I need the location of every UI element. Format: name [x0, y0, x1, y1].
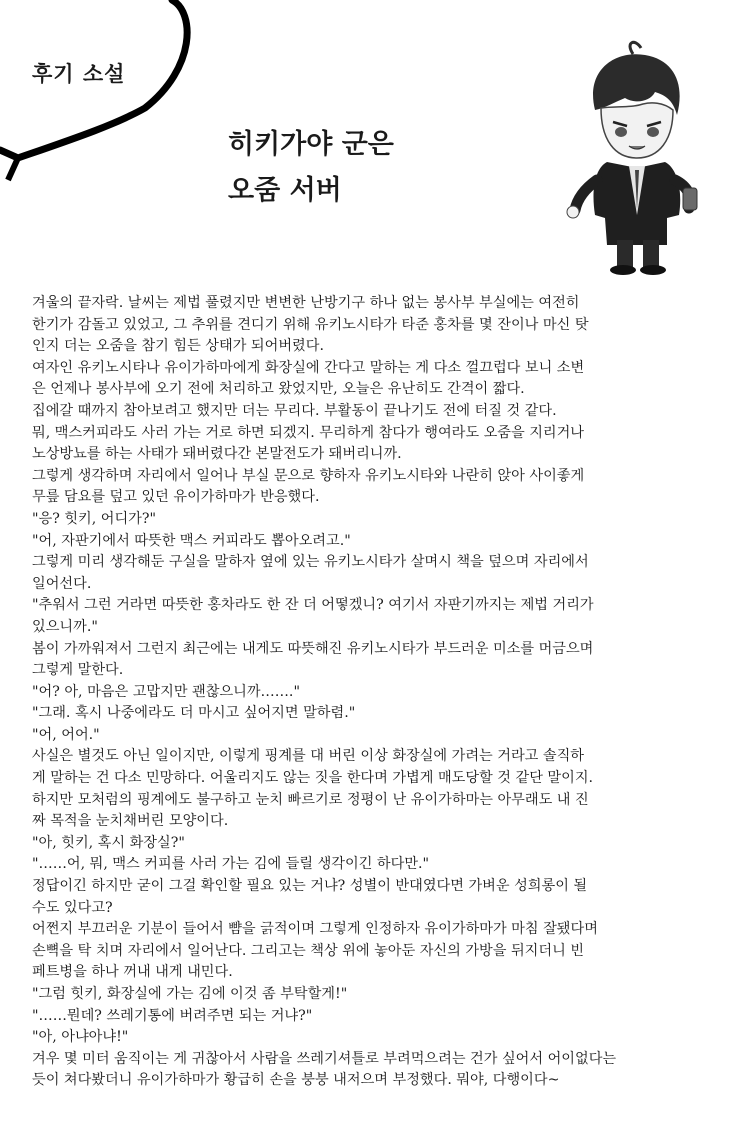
body-line: 무릎 담요를 덮고 있던 유이가하마가 반응했다. — [32, 489, 320, 506]
chibi-character-illustration — [555, 40, 705, 275]
body-line: 인지 더는 오줌을 참기 힘든 상태가 되어버렸다. — [32, 338, 324, 355]
body-line: 은 언제나 봉사부에 오기 전에 처리하고 왔었지만, 오늘은 유난히도 간격이 짧다. — [32, 381, 525, 398]
story-body — [32, 293, 708, 1092]
body-line: "……뭔데? 쓰레기통에 버려주면 되는 거냐?" — [32, 1007, 313, 1024]
body-line: "추워서 그런 거라면 따뜻한 홍차라도 한 잔 더 어떻겠니? 여기서 자판기까지는 제법 거리가 — [32, 597, 594, 614]
afterword-label: 후기 소설 — [32, 62, 126, 86]
body-line: "……어, 뭐, 맥스 커피를 사러 가는 김에 들릴 생각이긴 하다만." — [32, 856, 430, 873]
body-line: 겨우 몇 미터 움직이는 게 귀찮아서 사람을 쓰레기셔틀로 부려먹으려는 건가 싶어서 어이없다는 — [32, 1050, 617, 1067]
body-line: "어, 어어." — [32, 726, 100, 743]
body-line: "아, 힛키, 혹시 화장실?" — [32, 834, 185, 851]
title-line-2: 오줌 서버 — [228, 175, 342, 206]
body-line: 어쩐지 부끄러운 기분이 들어서 뺨을 긁적이며 그렇게 인정하자 유이가하마가 마침 잘됐다며 — [32, 921, 598, 938]
body-line: 겨울의 끝자락. 날씨는 제법 풀렸지만 변변한 난방기구 하나 없는 봉사부 부실에는 여전히 — [32, 295, 580, 311]
body-line: 한기가 감돌고 있었고, 그 추위를 견디기 위해 유키노시타가 타준 홍차를 몇 잔이나 마신 탓 — [32, 316, 589, 333]
body-line: 뭐, 맥스커피라도 사러 가는 거로 하면 되겠지. 무리하게 참다가 행여라도 오줌을 지리거나 — [32, 424, 585, 441]
story-title — [228, 122, 394, 214]
body-line: 노상방뇨를 하는 사태가 돼버렸다간 본말전도가 돼버리니까. — [32, 446, 402, 463]
body-line: 있으니까." — [32, 618, 98, 635]
body-line: 짜 목적을 눈치채버린 모양이다. — [32, 813, 229, 830]
body-line: 하지만 모처럼의 핑계에도 불구하고 눈치 빠르기로 정평이 난 유이가하마는 아무래도 내 진 — [32, 791, 589, 808]
body-line: 여자인 유키노시타나 유이가하마에게 화장실에 간다고 말하는 게 다소 껄끄럽다 보니 소변 — [32, 359, 585, 376]
body-line: "어, 자판기에서 따뜻한 맥스 커피라도 뽑아오려고." — [32, 532, 351, 549]
body-line: 그렇게 말한다. — [32, 662, 124, 679]
title-line-1: 히키가야 군은 — [228, 129, 394, 160]
body-line: 집에갈 때까지 참아보려고 했지만 더는 무리다. 부활동이 끝나기도 전에 터질 것 같다. — [32, 402, 557, 419]
body-line: 손뼉을 탁 치며 자리에서 일어난다. 그리고는 책상 위에 놓아둔 자신의 가방을 뒤지더니 빈 — [32, 942, 585, 959]
body-line: 수도 있다고? — [32, 899, 113, 916]
body-line: 사실은 별것도 아닌 일이지만, 이렇게 핑계를 대 버린 이상 화장실에 가려는 거라고 솔직하 — [32, 748, 585, 765]
body-line: 봄이 가까워져서 그런지 최근에는 내게도 따뜻해진 유키노시타가 부드러운 미소를 머금으며 — [32, 640, 594, 657]
body-line: 정답이긴 하지만 굳이 그걸 확인할 필요 있는 거냐? 성별이 반대였다면 가벼운 성희롱이 될 — [32, 878, 588, 895]
body-line: "그래. 혹시 나중에라도 더 마시고 싶어지면 말하렴." — [32, 705, 356, 722]
body-line: 페트병을 하나 꺼내 내게 내민다. — [32, 964, 233, 981]
body-line: 일어선다. — [32, 575, 92, 592]
body-line: 듯이 쳐다봤더니 유이가하마가 황급히 손을 붕붕 내저으며 부정했다. 뭐야, 다행이다~ — [32, 1072, 560, 1089]
body-line: "그럼 힛키, 화장실에 가는 김에 이것 좀 부탁할게!" — [32, 986, 348, 1002]
body-line: "응? 힛키, 어디가?" — [32, 510, 157, 527]
body-line: "어? 아, 마음은 고맙지만 괜찮으니까……." — [32, 683, 300, 700]
body-line: 게 말하는 건 다소 민망하다. 어울리지도 않는 짓을 한다며 가볍게 매도당할 것 같단 말이지. — [32, 770, 594, 787]
body-line: "아, 아냐아냐!" — [32, 1029, 129, 1046]
body-line: 그렇게 미리 생각해둔 구실을 말하자 옆에 있는 유키노시타가 살며시 책을 덮으며 자리에서 — [32, 554, 589, 571]
body-line: 그렇게 생각하며 자리에서 일어나 부실 문으로 향하자 유키노시타와 나란히 앉아 사이좋게 — [32, 467, 585, 484]
